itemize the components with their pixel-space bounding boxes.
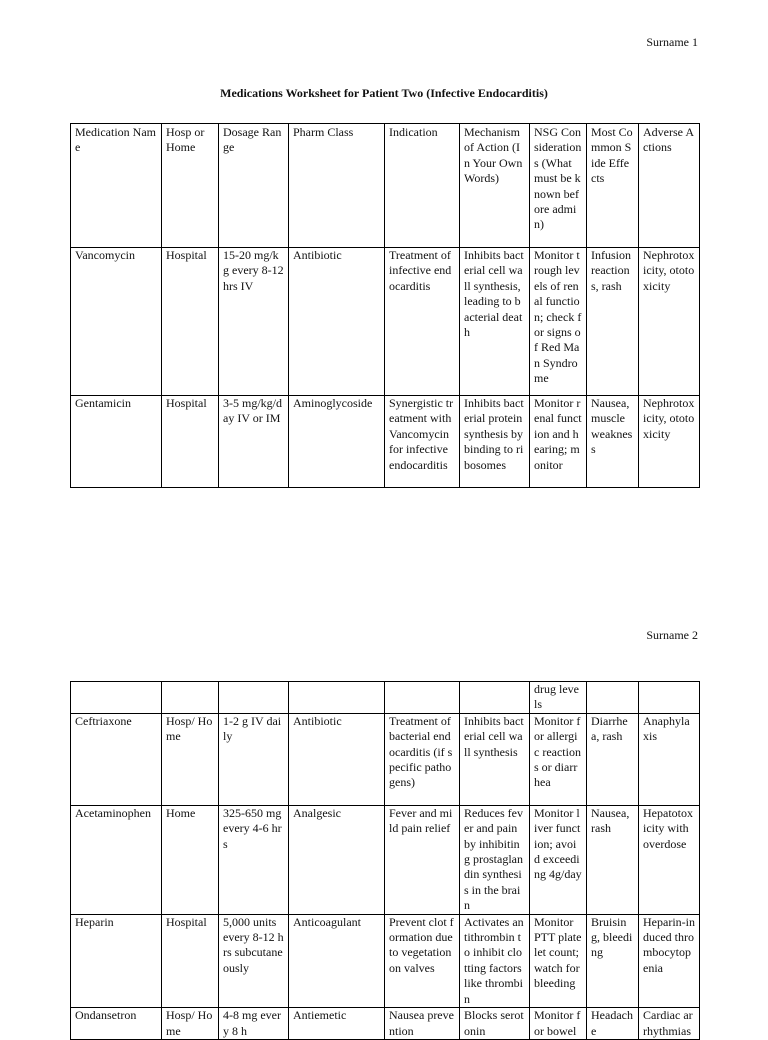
table-row	[71, 805, 700, 914]
table-cell: Bruising, bleeding	[587, 914, 639, 1007]
table-row	[71, 682, 700, 714]
table-cell: Analgesic	[289, 805, 385, 914]
table-cell: Acetaminophen	[71, 805, 162, 914]
table-cell: 15-20 mg/kg every 8-12 hrs IV	[219, 248, 289, 396]
table-cell: Heparin-induced thrombocytopenia	[639, 914, 700, 1007]
table-cell: Aminoglycoside	[289, 396, 385, 488]
page-header-surname: Surname 2	[646, 628, 698, 642]
table-cell: 3-5 mg/kg/day IV or IM	[219, 396, 289, 488]
table-cell: Reduces fever and pain by inhibiting prostaglandin synthesis in the brain	[460, 805, 530, 914]
medications-table	[70, 123, 700, 488]
table-cell: Monitor trough levels of renal function; check for signs of Red Man Syndrome	[530, 248, 587, 396]
page-header-surname: Surname 1	[646, 35, 698, 49]
table-row	[71, 396, 700, 488]
header-cell: Indication	[385, 124, 460, 248]
table-cell: Monitor PTT platelet count; watch for bleeding	[530, 914, 587, 1007]
table-cell: Heparin	[71, 914, 162, 1007]
table-cell: Hospital	[162, 396, 219, 488]
table-cell	[587, 682, 639, 714]
header-cell: Adverse Actions	[639, 124, 700, 248]
table-cell: drug levels	[530, 682, 587, 714]
header-cell: Medication Name	[71, 124, 162, 248]
table-cell: Antibiotic	[289, 713, 385, 805]
table-cell	[460, 682, 530, 714]
table-row	[71, 248, 700, 396]
table-cell: Headache	[587, 1008, 639, 1040]
table-row	[71, 713, 700, 805]
table-cell: 325-650 mg every 4-6 hrs	[219, 805, 289, 914]
table-cell: Treatment of bacterial endocarditis (if specific pathogens)	[385, 713, 460, 805]
table-cell: Diarrhea, rash	[587, 713, 639, 805]
table-cell: Nausea, rash	[587, 805, 639, 914]
document-title: Medications Worksheet for Patient Two (Infective Endocarditis)	[220, 86, 548, 100]
table-cell: Nephrotoxicity, ototoxicity	[639, 248, 700, 396]
medications-table-continued	[70, 681, 700, 1040]
table-cell: Nausea, muscle weakness	[587, 396, 639, 488]
table-cell: Inhibits bacterial cell wall synthesis	[460, 713, 530, 805]
table-cell: Hosp/ Home	[162, 1008, 219, 1040]
header-cell: Hosp or Home	[162, 124, 219, 248]
table-cell: Fever and mild pain relief	[385, 805, 460, 914]
table-cell	[289, 682, 385, 714]
table-cell: Prevent clot formation due to vegetation on valves	[385, 914, 460, 1007]
table-cell: Anticoagulant	[289, 914, 385, 1007]
table-cell: Antibiotic	[289, 248, 385, 396]
table-row	[71, 914, 700, 1007]
table-cell: Anaphylaxis	[639, 713, 700, 805]
table-cell: 1-2 g IV daily	[219, 713, 289, 805]
table-cell: Nephrotoxicity, ototoxicity	[639, 396, 700, 488]
header-cell: Pharm Class	[289, 124, 385, 248]
table-cell: Ondansetron	[71, 1008, 162, 1040]
table-cell: Cardiac arrhythmias	[639, 1008, 700, 1040]
table-cell	[385, 682, 460, 714]
table-cell	[639, 682, 700, 714]
header-cell: NSG Considerations (What must be known before admin)	[530, 124, 587, 248]
table-cell: Monitor liver function; avoid exceeding 4g/day	[530, 805, 587, 914]
table-cell: Inhibits bacterial cell wall synthesis, leading to bacterial death	[460, 248, 530, 396]
table-cell: Blocks serotonin	[460, 1008, 530, 1040]
table-cell: Antiemetic	[289, 1008, 385, 1040]
table-cell: Hosp/ Home	[162, 713, 219, 805]
table-cell: Nausea prevention	[385, 1008, 460, 1040]
table-cell: Activates antithrombin to inhibit clotting factors like thrombin	[460, 914, 530, 1007]
table-cell: Home	[162, 805, 219, 914]
table-cell: Monitor for allergic reactions or diarrhea	[530, 713, 587, 805]
table-cell	[219, 682, 289, 714]
table-cell: Infusion reactions, rash	[587, 248, 639, 396]
table-cell: Monitor for bowel	[530, 1008, 587, 1040]
table-cell: Inhibits bacterial protein synthesis by binding to ribosomes	[460, 396, 530, 488]
table-header-row	[71, 124, 700, 248]
table-cell	[162, 682, 219, 714]
header-cell: Mechanism of Action (In Your Own Words)	[460, 124, 530, 248]
table-cell: Ceftriaxone	[71, 713, 162, 805]
table-cell: Gentamicin	[71, 396, 162, 488]
table-cell: Hospital	[162, 914, 219, 1007]
table-cell: 5,000 units every 8-12 hrs subcutaneously	[219, 914, 289, 1007]
table-cell: Monitor renal function and hearing; monitor	[530, 396, 587, 488]
table-cell: 4-8 mg every 8 h	[219, 1008, 289, 1040]
header-cell: Most Common Side Effects	[587, 124, 639, 248]
table-cell: Synergistic treatment with Vancomycin for infective endocarditis	[385, 396, 460, 488]
document-page-2	[0, 596, 768, 1038]
table-cell: Treatment of infective endocarditis	[385, 248, 460, 396]
table-cell: Hospital	[162, 248, 219, 396]
table-cell: Vancomycin	[71, 248, 162, 396]
table-cell: Hepatotoxicity with overdose	[639, 805, 700, 914]
table-cell	[71, 682, 162, 714]
header-cell: Dosage Range	[219, 124, 289, 248]
